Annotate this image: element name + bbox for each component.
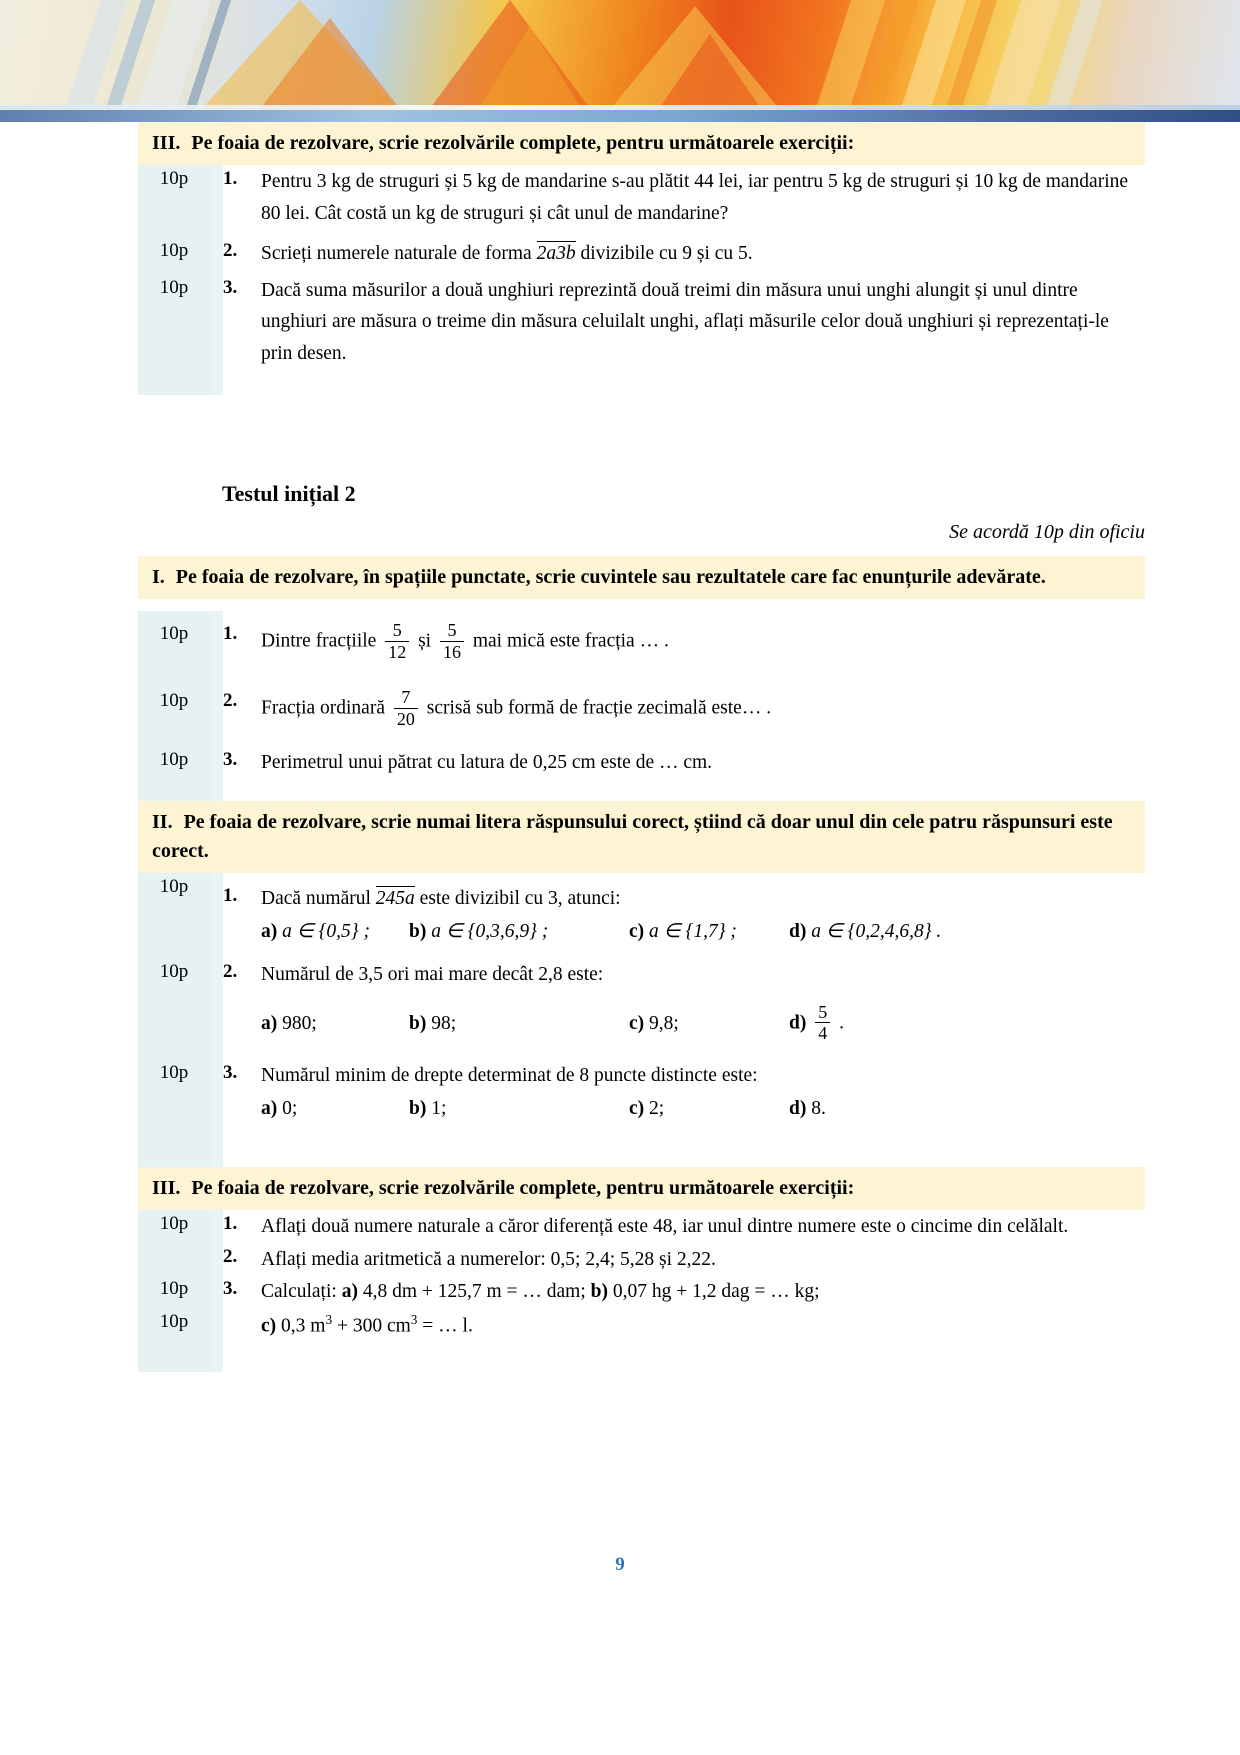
list-item: [138, 1275, 1145, 1308]
exponent: 3: [410, 1311, 418, 1327]
fraction: [440, 620, 464, 662]
answer-options: [261, 1093, 1145, 1125]
option-a[interactable]: [261, 1008, 409, 1040]
section-numeral: III.: [152, 1177, 181, 1200]
list-item: [138, 678, 1145, 730]
option-a[interactable]: [261, 1093, 409, 1125]
option-letter: b): [409, 1098, 427, 1120]
overlined-number: 2a3b: [536, 243, 576, 265]
item-number: 2.: [223, 240, 238, 262]
fraction: [815, 1002, 830, 1044]
item-text-before: Dintre fracțiile: [261, 631, 377, 653]
subitem-value-c3: = … l.: [417, 1315, 473, 1337]
points-label: [138, 1243, 210, 1246]
list-item: [138, 611, 1145, 663]
option-value: a ∈ {0,2,4,6,8} .: [811, 921, 942, 943]
item-text: Aflați două numere naturale a căror diferență este 48, iar unul dintre numere este o cincime din celălalt.: [261, 1216, 1069, 1238]
list-item: [138, 237, 1145, 270]
item-number: 2.: [223, 960, 238, 982]
fraction-denominator: 4: [815, 1022, 830, 1044]
section-heading-iii: [138, 1167, 1145, 1210]
points-label: 10p: [159, 1310, 189, 1332]
item-number: 1.: [223, 623, 238, 645]
list-item: [138, 1210, 1145, 1243]
option-letter: b): [409, 1012, 427, 1034]
option-value: a ∈ {0,3,6,9} ;: [431, 921, 549, 943]
points-label: 10p: [159, 276, 189, 298]
fraction-numerator: 5: [818, 1001, 828, 1022]
option-d[interactable]: [789, 916, 941, 948]
overlined-number: 245a: [375, 887, 415, 909]
option-letter: c): [629, 921, 645, 943]
item-number: 2.: [223, 1245, 238, 1267]
option-b[interactable]: [409, 916, 629, 948]
item-text: [261, 611, 1145, 663]
item-text-mid: și: [418, 631, 432, 653]
section-numeral: II.: [152, 810, 173, 833]
item-text: Aflați media aritmetică a numerelor: 0,5; 2,4; 5,28 și 2,22.: [261, 1248, 716, 1270]
section-numeral: I.: [152, 566, 165, 589]
item-text: [261, 1059, 1145, 1125]
fraction-numerator: 5: [447, 620, 457, 641]
subitem-value-c1: 0,3 m: [281, 1315, 326, 1337]
exercise-list: [138, 1210, 1145, 1372]
subitem-value-c2: + 300 cm: [332, 1315, 411, 1337]
section-numeral: III.: [152, 132, 181, 154]
option-b[interactable]: [409, 1008, 629, 1040]
section-heading-text: Pe foaia de rezolvare, scrie numai litera răspunsului corect, știind că doar unul din cele patru răspunsuri este corect.: [152, 810, 1113, 862]
item-number: 3.: [223, 1061, 238, 1083]
points-label: 10p: [159, 168, 189, 189]
exponent: 3: [325, 1311, 333, 1327]
list-item: [138, 274, 1145, 370]
section-heading-text: Pe foaia de rezolvare, în spațiile punctate, scrie cuvintele sau rezultatele care fac enunțurile adevărate.: [175, 566, 1046, 589]
list-item: [138, 746, 1145, 779]
option-b[interactable]: [409, 1093, 629, 1125]
fraction-denominator: 20: [394, 708, 418, 730]
banner-blue-line: [0, 110, 1240, 122]
fraction-denominator: 12: [385, 641, 409, 663]
points-label: 10p: [159, 689, 189, 711]
option-value: 9,8;: [649, 1012, 679, 1034]
list-item: [138, 1308, 1145, 1342]
item-text-before: Calculați:: [261, 1281, 337, 1303]
option-letter: a): [261, 1012, 278, 1034]
item-number: 1.: [223, 1213, 238, 1235]
item-number: 3.: [223, 1278, 238, 1300]
section-heading-text: Pe foaia de rezolvare, scrie rezolvările complete, pentru următoarele exerciții:: [191, 132, 855, 154]
item-text-before: Dacă numărul: [261, 887, 371, 909]
option-letter: d): [789, 1098, 807, 1120]
list-item: [138, 1059, 1145, 1125]
option-value: 980;: [282, 1012, 317, 1034]
answer-options: [261, 1003, 1145, 1045]
subitem-letter-a: a): [341, 1281, 358, 1303]
option-letter: a): [261, 921, 278, 943]
item-text: [261, 678, 1145, 730]
option-value: .: [839, 1012, 844, 1034]
option-d[interactable]: [789, 1003, 844, 1045]
points-label: 10p: [159, 749, 189, 771]
item-number: 1.: [223, 168, 238, 189]
option-letter: b): [409, 921, 427, 943]
option-c[interactable]: [629, 1008, 789, 1040]
points-label: 10p: [159, 1278, 189, 1300]
section-heading-ii: [138, 801, 1145, 873]
section-iii-block: [138, 1210, 1145, 1372]
option-letter: a): [261, 1098, 278, 1120]
option-c[interactable]: [629, 1093, 789, 1125]
list-item: [138, 958, 1145, 1045]
section-heading-i: [138, 556, 1145, 599]
option-d[interactable]: [789, 1093, 826, 1125]
page-number: 9: [615, 1554, 625, 1575]
section-ii-block: [138, 873, 1145, 1167]
list-item: [138, 873, 1145, 948]
option-value: 1;: [431, 1098, 447, 1120]
option-letter: d): [789, 921, 807, 943]
points-label: 10p: [159, 1213, 189, 1235]
points-label: 10p: [159, 960, 189, 982]
option-value: 8.: [811, 1098, 826, 1120]
fraction: [385, 620, 409, 662]
exercise-list: [138, 165, 1145, 395]
section-i-block: [138, 611, 1145, 800]
item-text: [261, 237, 1145, 270]
item-text-after: mai mică este fracția … .: [472, 631, 669, 653]
item-text: [261, 1308, 1145, 1342]
item-text-after: divizibile cu 9 și cu 5.: [580, 243, 753, 265]
subitem-value-a: 4,8 dm + 125,7 m = … dam;: [362, 1281, 586, 1303]
item-number: 1.: [223, 884, 238, 906]
item-text: [261, 1275, 1145, 1308]
item-text: [261, 873, 1145, 948]
section-heading-text: Pe foaia de rezolvare, scrie rezolvările complete, pentru următoarele exerciții:: [191, 1177, 855, 1200]
option-letter: c): [629, 1098, 645, 1120]
option-c[interactable]: [629, 916, 789, 948]
item-text-main: Numărul de 3,5 ori mai mare decât 2,8 este:: [261, 963, 604, 985]
subitem-letter-b: b): [590, 1281, 608, 1303]
item-text-after: este divizibil cu 3, atunci:: [419, 887, 621, 909]
page-title: Testul inițial 2: [222, 481, 356, 507]
fraction-numerator: 5: [392, 620, 402, 641]
answer-options: [261, 916, 1145, 948]
item-text-before: Scrieți numerele naturale de forma: [261, 243, 532, 265]
option-value: a ∈ {0,5} ;: [282, 921, 370, 943]
decorative-header-image: [0, 0, 1240, 122]
option-letter: c): [629, 1012, 645, 1034]
fraction-denominator: 16: [440, 641, 464, 663]
exercise-list: [138, 873, 1145, 1167]
points-label: 10p: [159, 1061, 189, 1083]
exercise-list: [138, 611, 1145, 800]
item-number: [223, 1308, 261, 1311]
page-body: [0, 122, 1240, 1575]
points-label: 10p: [159, 875, 189, 897]
option-letter: d): [789, 1012, 807, 1034]
item-text-before: Fracția ordinară: [261, 697, 385, 719]
points-label: 10p: [159, 240, 189, 262]
fraction-numerator: 7: [401, 686, 411, 707]
item-text: Pentru 3 kg de struguri și 5 kg de mandarine s-au plătit 44 lei, iar pentru 5 kg de struguri și 10 kg de mandarine 80 lei. Cât costă un kg de struguri și cât unul de mandarine?: [261, 171, 1129, 224]
item-number: 3.: [223, 276, 238, 298]
option-value: 2;: [649, 1098, 665, 1120]
option-value: 0;: [282, 1098, 298, 1120]
subitem-value-b: 0,07 hg + 1,2 dag = … kg;: [612, 1281, 820, 1303]
list-item: [138, 165, 1145, 229]
option-a[interactable]: [261, 916, 409, 948]
oficiu-note: Se acordă 10p din oficiu: [949, 521, 1145, 544]
fraction: [394, 687, 418, 729]
section-heading-top: [138, 122, 1145, 165]
subitem-letter-c: c): [261, 1315, 277, 1337]
item-text: [261, 958, 1145, 1045]
item-text-main: Numărul minim de drepte determinat de 8 puncte distincte este:: [261, 1064, 758, 1086]
top-section-block: [138, 165, 1145, 395]
item-text: Dacă suma măsurilor a două unghiuri reprezintă două treimi din măsura unui unghi alungit și unul dintre unghiuri are măsura o treime din măsura celuilalt unghi, aflați măsurile celor două unghiuri și reprezentați-le prin desen.: [261, 279, 1109, 364]
item-text-after: scrisă sub formă de fracție zecimală este… .: [426, 697, 772, 719]
item-number: 2.: [223, 689, 238, 711]
item-number: 3.: [223, 749, 238, 771]
option-value: a ∈ {1,7} ;: [649, 921, 737, 943]
item-text: Perimetrul unui pătrat cu latura de 0,25 cm este de … cm.: [261, 752, 713, 774]
option-value: 98;: [431, 1012, 457, 1034]
points-label: 10p: [159, 623, 189, 645]
list-item: [138, 1243, 1145, 1276]
